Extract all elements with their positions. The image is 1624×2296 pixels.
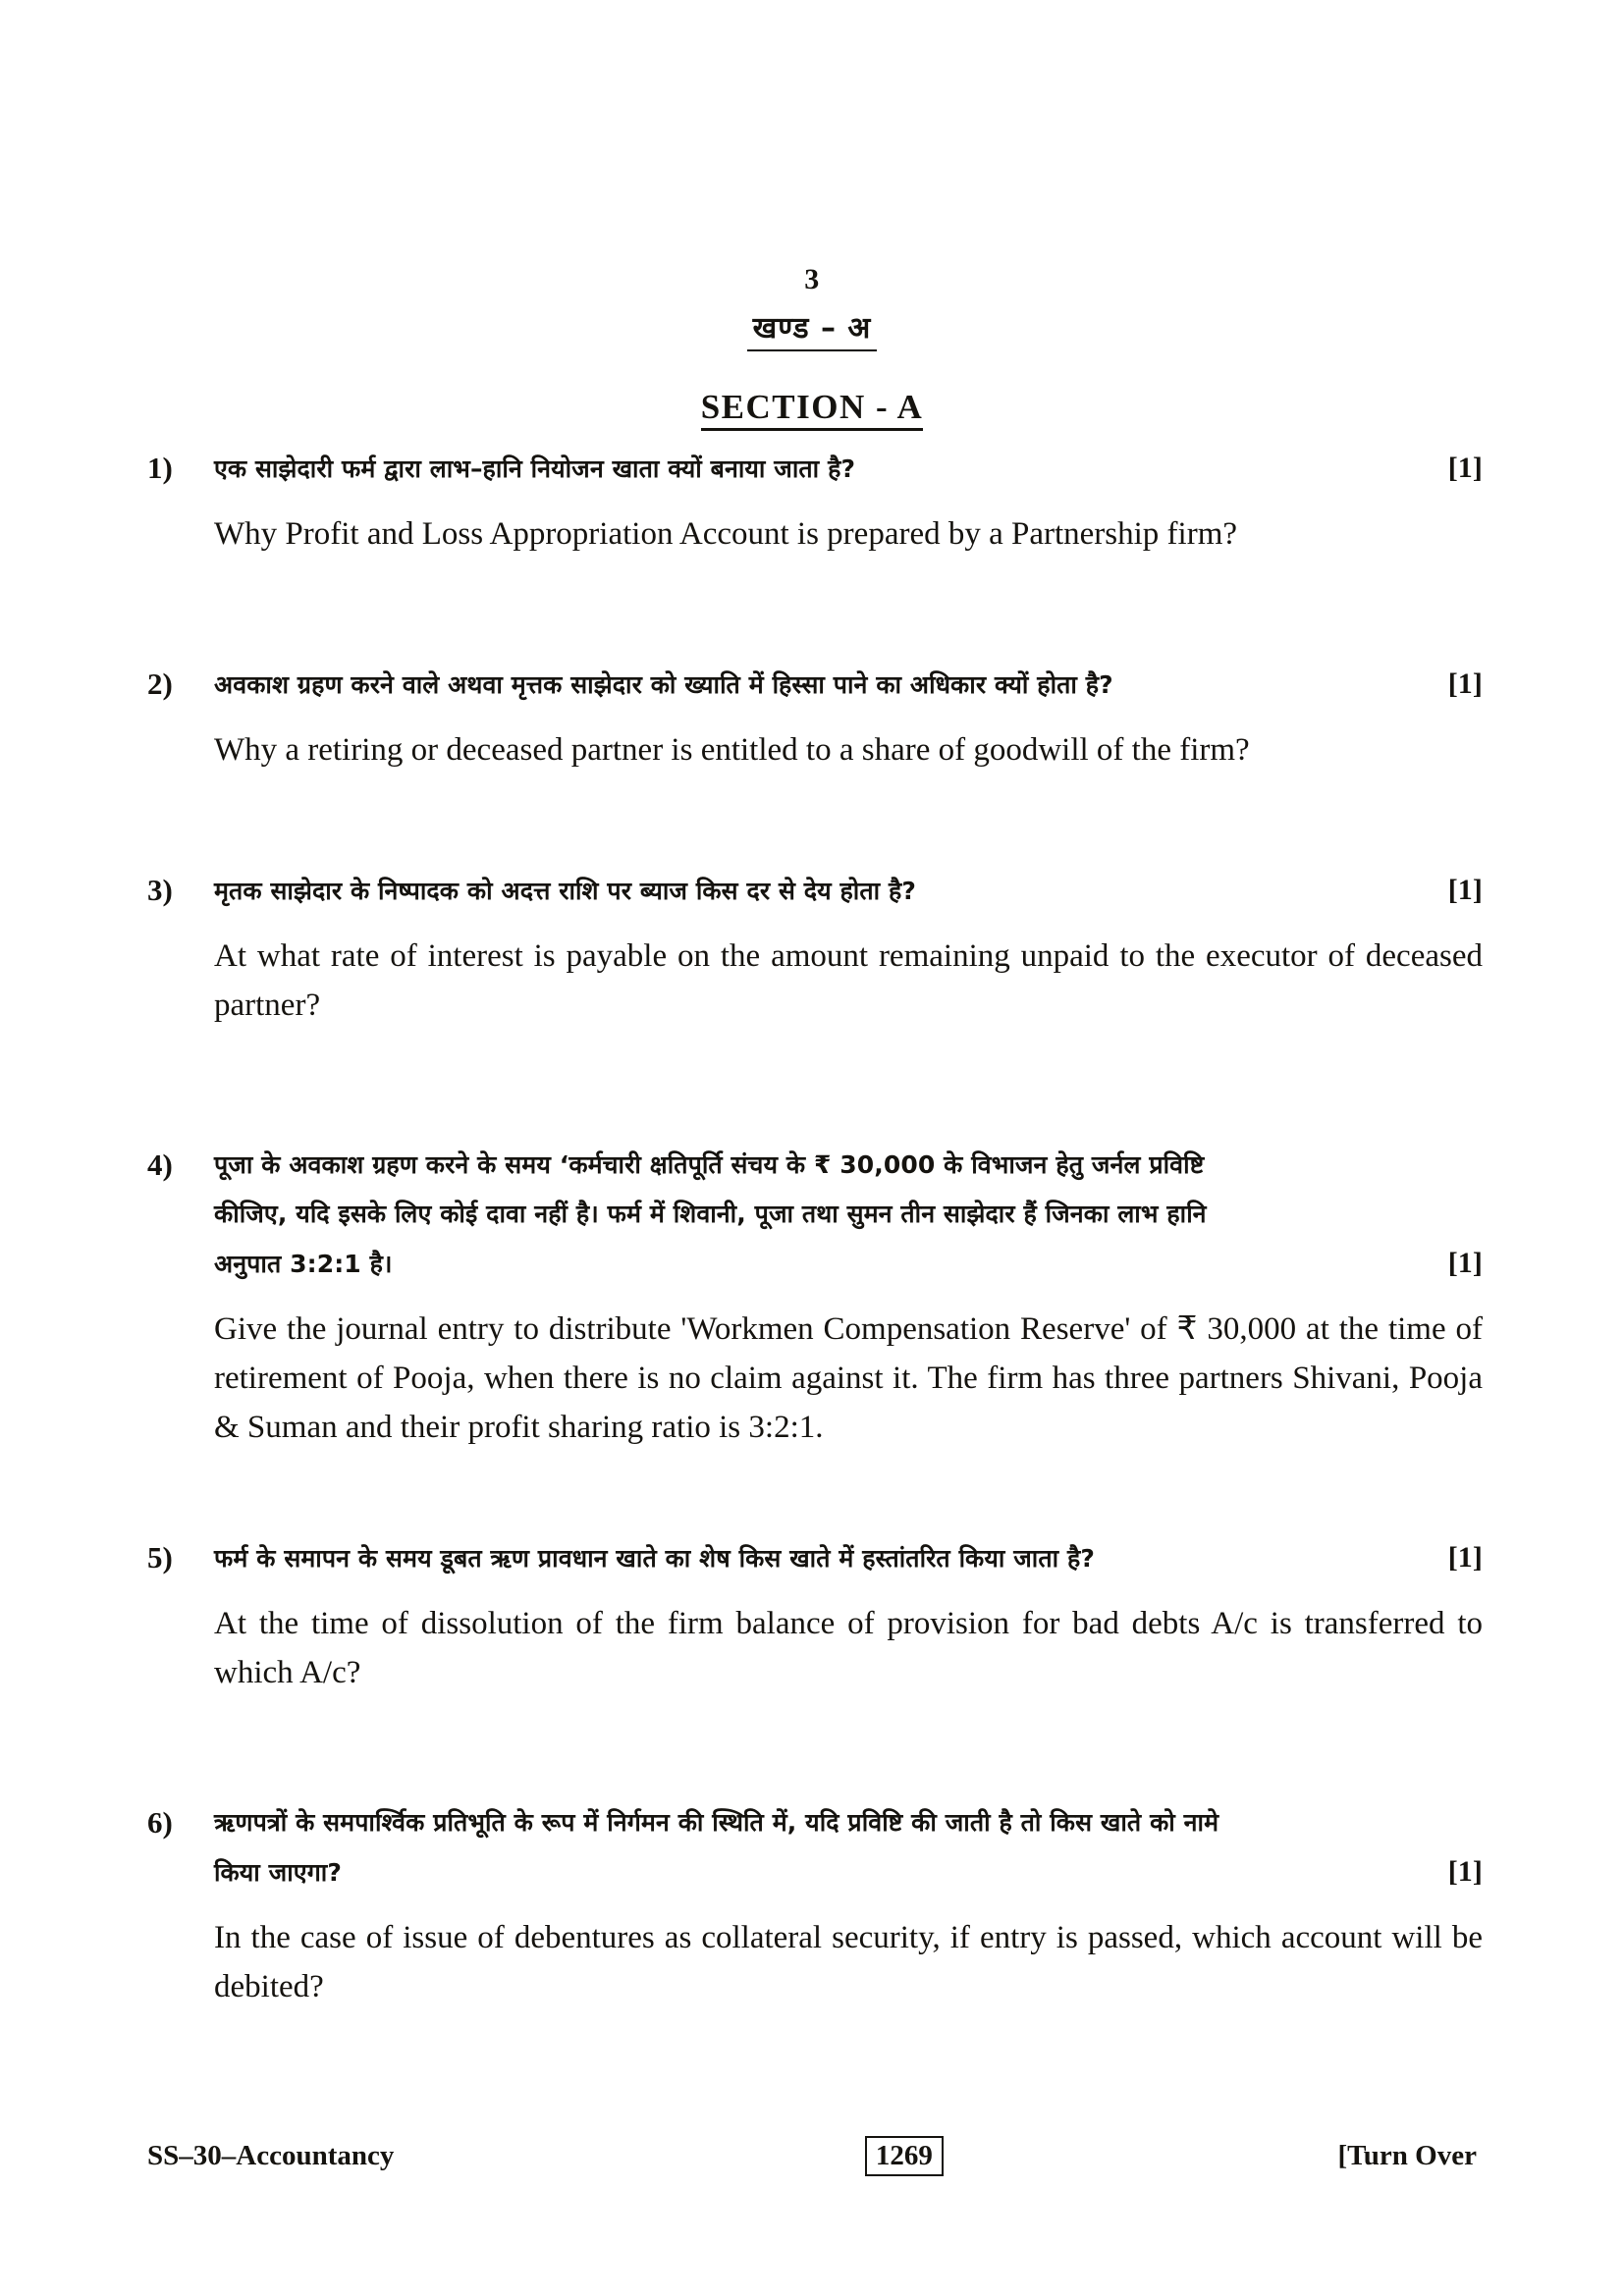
question-5	[147, 1533, 1483, 1697]
question-6-english: In the case of issue of debentures as collateral security, if entry is passed, which account will be debited?	[214, 1920, 1483, 2004]
question-2-hindi-line-1	[214, 660, 1483, 710]
question-2-english: Why a retiring or deceased partner is entitled to a share of goodwill of the firm?	[214, 732, 1250, 768]
question-4-row	[147, 1141, 1483, 1452]
question-5-row	[147, 1533, 1483, 1697]
question-4	[147, 1141, 1483, 1452]
page-footer	[147, 2136, 1477, 2176]
question-4-hindi-line-2	[214, 1190, 1483, 1239]
section-heading-english	[0, 388, 1624, 427]
question-1-row	[147, 444, 1483, 559]
question-6-marks: [1]	[1447, 1855, 1483, 1888]
section-heading-english-text: SECTION - A	[701, 388, 924, 431]
question-4-hindi-text-line-3: अनुपात 3:2:1 है।	[214, 1250, 393, 1278]
question-3-row	[147, 866, 1483, 1030]
question-5-hindi-text: फर्म के समापन के समय डूबत ऋण प्रावधान खाते का शेष किस खाते में हस्तांतरित किया जाता है?	[214, 1544, 1095, 1573]
footer-paper-number: 1269	[865, 2136, 944, 2176]
question-3-english: At what rate of interest is payable on the amount remaining unpaid to the executor of deceased partner?	[214, 938, 1483, 1023]
question-2-body	[214, 660, 1483, 774]
question-6-row	[147, 1798, 1483, 2011]
question-4-english: Give the journal entry to distribute 'Workmen Compensation Reserve' of ₹ 30,000 at the time of retirement of Pooja, when there is no claim against it. The firm has three partners Shivani, Pooja & Suman and their profit sharing ratio is 3:2:1.	[214, 1311, 1483, 1445]
question-3-marks: [1]	[1447, 874, 1483, 906]
section-heading-hindi-text: खण्ड – अ	[747, 311, 878, 351]
question-4-hindi-text-line-2: कीजिए, यदि इसके लिए कोई दावा नहीं है। फर्म में शिवानी, पूजा तथा सुमन तीन साझेदार हैं जिनका लाभ हानि	[214, 1200, 1207, 1228]
question-6	[147, 1798, 1483, 2011]
question-1	[147, 444, 1483, 559]
question-3-hindi-text: मृतक साझेदार के निष्पादक को अदत्त राशि पर ब्याज किस दर से देय होता है?	[214, 877, 916, 905]
question-5-hindi-line-1	[214, 1533, 1483, 1583]
question-2-marks: [1]	[1447, 667, 1483, 700]
question-5-number: 5)	[147, 1540, 173, 1575]
question-5-marks: [1]	[1447, 1541, 1483, 1574]
question-4-hindi-line-3	[214, 1239, 1483, 1289]
question-4-number: 4)	[147, 1148, 173, 1182]
question-1-marks: [1]	[1447, 452, 1483, 484]
section-heading-hindi	[0, 306, 1624, 347]
question-5-english: At the time of dissolution of the firm balance of provision for bad debts A/c is transferred to which A/c?	[214, 1606, 1483, 1690]
question-3-body	[214, 866, 1483, 1030]
footer-turn-over: [Turn Over	[1337, 2140, 1477, 2171]
question-5-body	[214, 1533, 1483, 1697]
question-2-number: 2)	[147, 667, 173, 701]
page-number: 3	[804, 263, 820, 295]
question-6-hindi-line-2	[214, 1847, 1483, 1897]
question-4-hindi-line-1	[214, 1141, 1483, 1190]
question-6-number: 6)	[147, 1805, 173, 1840]
question-2	[147, 660, 1483, 774]
question-6-hindi-line-1	[214, 1798, 1483, 1847]
question-6-body	[214, 1798, 1483, 2011]
footer-paper-code: SS–30–Accountancy	[147, 2140, 395, 2171]
question-1-hindi-line-1	[214, 444, 1483, 494]
question-1-english: Why Profit and Loss Appropriation Account is prepared by a Partnership firm?	[214, 516, 1238, 552]
question-1-hindi-text: एक साझेदारी फर्म द्वारा लाभ–हानि नियोजन खाता क्यों बनाया जाता है?	[214, 454, 856, 483]
question-6-hindi-text-line-1: ऋणपत्रों के समपार्श्विक प्रतिभूति के रूप में निर्गमन की स्थिति में, यदि प्रविष्टि की जाती है तो किस खाते को नामे	[214, 1808, 1219, 1837]
question-3-number: 3)	[147, 873, 173, 907]
question-1-body	[214, 444, 1483, 559]
question-4-body	[214, 1141, 1483, 1452]
question-6-hindi-text-line-2: किया जाएगा?	[214, 1858, 342, 1887]
question-3-hindi-line-1	[214, 866, 1483, 916]
question-3	[147, 866, 1483, 1030]
question-2-hindi-text: अवकाश ग्रहण करने वाले अथवा मृत्तक साझेदार को ख्याति में हिस्सा पाने का अधिकार क्यों होता है?	[214, 670, 1113, 699]
question-1-number: 1)	[147, 451, 173, 485]
question-2-row	[147, 660, 1483, 774]
question-4-marks: [1]	[1447, 1247, 1483, 1279]
question-4-hindi-text-line-1: पूजा के अवकाश ग्रहण करने के समय ‘कर्मचारी क्षतिपूर्ति संचय के ₹ 30,000 के विभाजन हेतु जर्नल प्रविष्टि	[214, 1150, 1205, 1179]
